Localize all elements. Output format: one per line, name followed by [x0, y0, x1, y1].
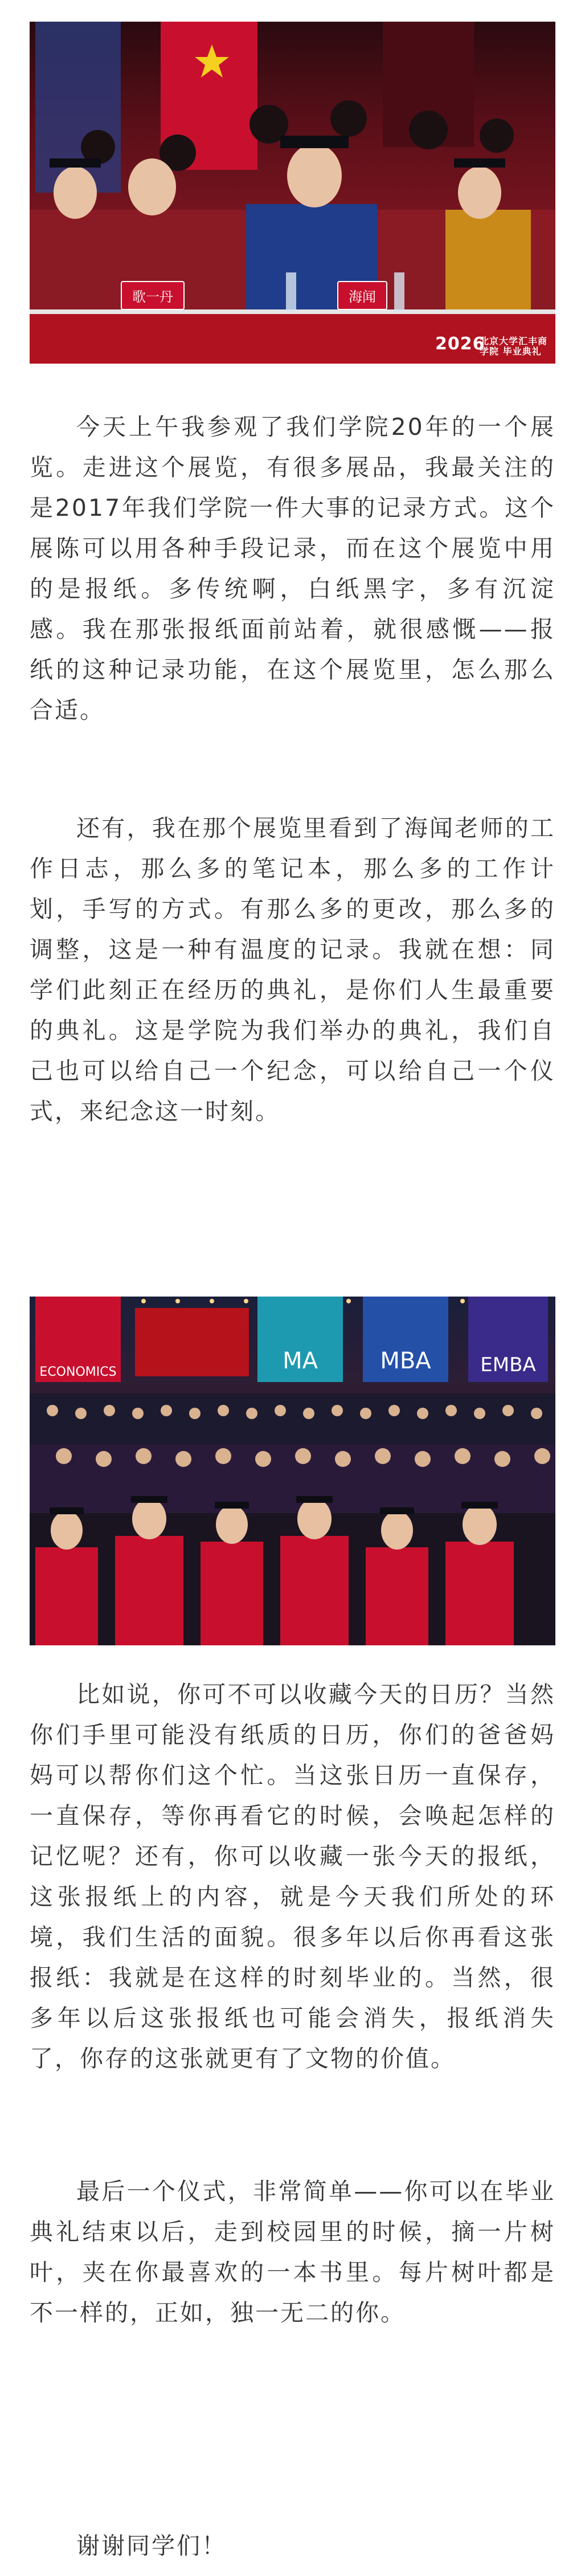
nameplate-left: 歌一丹	[121, 281, 185, 310]
nameplate-right: 海闻	[337, 281, 387, 310]
graduates-auditorium-photo	[30, 1297, 555, 1645]
graduation-logo-caption: 北京大学汇丰商学院 毕业典礼	[480, 336, 548, 357]
paragraph-thanks	[30, 2526, 555, 2566]
paragraph-text: 今天上午我参观了我们学院20年的一个展览。走进这个展览，有很多展品，我最关注的是2017年我们学院一件大事的记录方式。这个展陈可以用各种手段记录，而在这个展览中用的是报纸。多传统啊，白纸黑字，多有沉淀感。我在那张报纸面前站着，就很感慨——报纸的这种记录功能，在这个展览里，怎么那么合适。	[30, 413, 555, 724]
paragraph-text: 最后一个仪式，非常简单——你可以在毕业典礼结束以后，走到校园里的时候，摘一片树叶，夹在你最喜欢的一本书里。每片树叶都是不一样的，正如，独一无二的你。	[30, 2178, 555, 2326]
paragraph-exhibition	[30, 407, 555, 731]
paragraph-leaf-ritual	[30, 2171, 555, 2333]
paragraph-text: 谢谢同学们！	[76, 2532, 227, 2559]
banner-mba: MBA	[380, 1348, 431, 1374]
banner-economics: ECONOMICS	[39, 1365, 117, 1379]
ceremony-stage-illustration	[30, 22, 555, 364]
paragraph-calendar-newspaper	[30, 1674, 555, 2079]
graduation-logo-year: 2026	[435, 334, 485, 354]
banner-ma: MA	[283, 1348, 318, 1374]
paragraph-work-log	[30, 808, 555, 1132]
paragraph-text: 比如说，你可不可以收藏今天的日历？当然你们手里可能没有纸质的日历，你们的爸爸妈妈可以帮你们这个忙。当这张日历一直保存，一直保存，等你再看它的时候，会唤起怎样的记忆呢？还有，你可以收藏一张今天的报纸，这张报纸上的内容，就是今天我们所处的环境，我们生活的面貌。很多年以后你再看这张报纸：我就是在这样的时刻毕业的。当然，很多年以后这张报纸也可能会消失，报纸消失了，你存的这张就更有了文物的价值。	[30, 1681, 555, 2072]
paragraph-text: 还有，我在那个展览里看到了海闻老师的工作日志，那么多的笔记本，那么多的工作计划，手写的方式。有那么多的更改，那么多的调整，这是一种有温度的记录。我就在想：同学们此刻正在经历的典礼，是你们人生最重要的典礼。这是学院为我们举办的典礼，我们自己也可以给自己一个纪念，可以给自己一个仪式，来纪念这一时刻。	[30, 814, 555, 1125]
ceremony-stage-photo	[30, 22, 555, 364]
banner-emba: EMBA	[480, 1354, 536, 1376]
